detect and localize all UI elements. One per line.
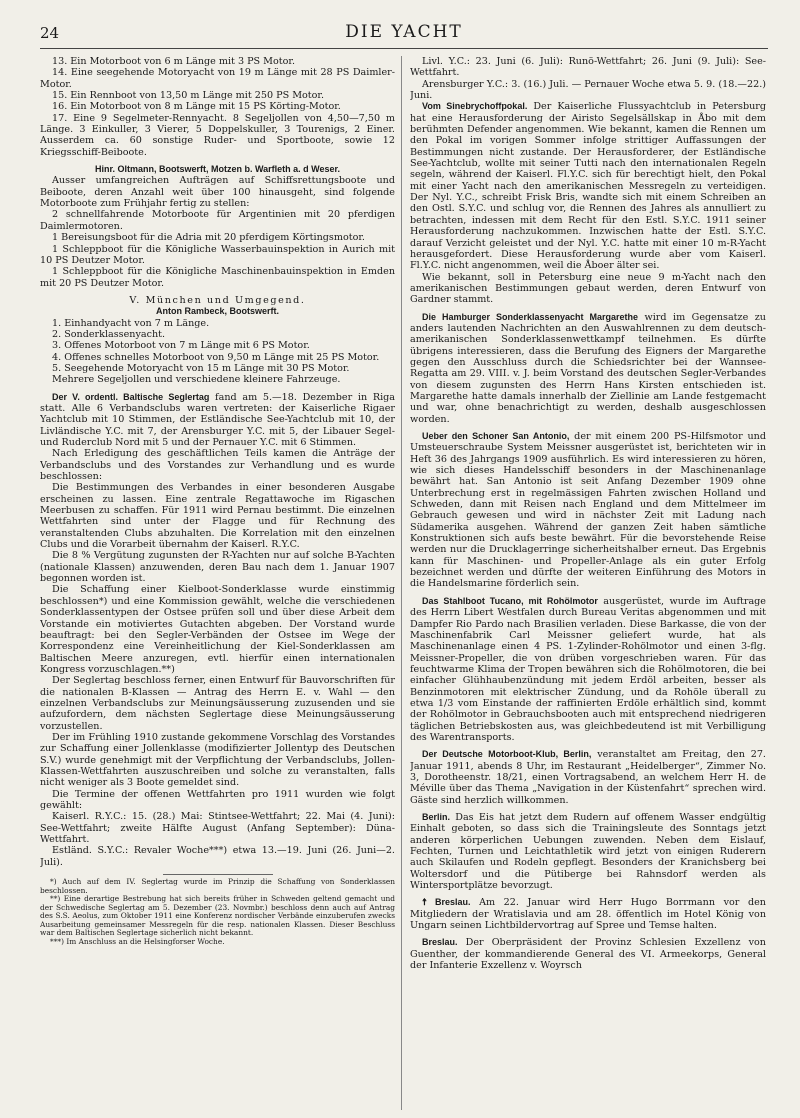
paragraph-heading: ☨ Breslau.: [422, 897, 471, 908]
paragraph-heading: Der Deutsche Motorboot-Klub, Berlin,: [422, 749, 592, 760]
paragraph: [40, 266, 395, 289]
paragraph-heading: Breslau.: [422, 937, 458, 948]
paragraph-text: 5. Seegehende Motoryacht von 15 m Länge mit 30 PS Motor.: [52, 362, 350, 374]
paragraph-text: 13. Ein Motorboot von 6 m Länge mit 3 PS Motor.: [52, 56, 295, 67]
paragraph: [40, 789, 395, 812]
paragraph-text: Die Bestimmungen des Verbandes in einer besonderen Ausgabe erscheinen zu lassen. Eine zentrale Regattawoche im Rigaschen Meerbusen zu schaffen. Für 1911 wird Pernau bestimmt. Die einzelnen Wettfahrten sind unter der Flagge und für Rechnung des veranstaltenden Clubs abzuhalten. Die Korrelation mit den einzelnen Clubs und die Vorarbeit übernahm der Kaiserl. R.Y.C.: [40, 482, 395, 551]
paragraph: [40, 67, 395, 90]
page-number: 24: [40, 24, 60, 42]
paragraph: [40, 811, 395, 845]
paragraph: [40, 584, 395, 675]
paragraph-text: 1. Einhandyacht von 7 m Länge.: [52, 317, 210, 329]
article-paragraph: [40, 164, 395, 175]
paragraph-text: fand am 5.—18. Dezember in Riga statt. Alle 6 Verbandsclubs waren vertreten: der Kaiserliche Rigaer Yachtclub mit 10 Stimmen, der Estländische See-Yachtclub mit 10, der Livländische Y.C. mit 7, der Arensburger Y.C. mit 5, der Libauer Segel- und Ruderclub Nord mit 5 und der Pernauer Y.C. mit 6 Stimmen.: [40, 391, 395, 448]
paragraph-text: *) Auch auf dem IV. Seglertag wurde im Prinzip die Schaffung von Sonderklassen beschlossen.: [40, 877, 395, 895]
paragraph: [40, 175, 395, 209]
paragraph-heading: Hinr. Oltmann, Bootswerft, Motzen b. Warfleth a. d Weser.: [94, 164, 341, 175]
paragraph: [40, 550, 395, 584]
paragraph-text: veranstaltet am Freitag, den 27. Januar 1911, abends 8 Uhr, im Restaurant „Heidelberger“, Zimmer No. 3, Dorotheenstr. 18/21, einen Vortragsabend, an welchem Herr H. de Méville über das Thema „Navigation in der Küstenfahrt“ sprechen wird. Gäste sind herzlich willkommen.: [410, 749, 766, 806]
paragraph: [40, 209, 395, 232]
footnote: [40, 938, 395, 947]
paragraph: [410, 272, 766, 306]
paragraph: [410, 56, 766, 79]
paragraph-text: **) Eine derartige Bestrebung hat sich bereits früher in Schweden geltend gemacht und der Schwedische Seglertag am 5. Dezember (23. Novmbr.) beschloss denn auch auf Antrag des S.S. Aeolus, zum Oktober 1911 eine Konferenz nordischer Verbände einzuberufen zwecks Ausarbeitung gemeinsamer Messregeln für die resp. nationalen Klassen. Dieser Beschluss war dem Baltischen Seglertage sicherlich nicht bekannt.: [40, 894, 395, 938]
footnote: [40, 895, 395, 938]
paragraph-heading: Ueber den Schoner San Antonio,: [422, 431, 570, 441]
paragraph-text: Arensburger Y.C.: 3. (16.) Juli. — Pernauer Woche etwa 5. 9. (18.—22.) Juni.: [410, 78, 766, 102]
article-columns: [40, 56, 768, 1110]
article-paragraph: [410, 312, 766, 425]
paragraph-heading: Der V. ordentl. Baltische Seglertag: [52, 391, 210, 402]
paragraph-text: Ausser umfangreichen Aufträgen auf Schiffsrettungsboote und Beiboote, deren Anzahl weit über 100 hinausgeht, sind folgende Motorboote zum Frühjahr fertig zu stellen:: [40, 175, 395, 210]
paragraph-text: Wie bekannt, soll in Petersburg eine neue 9 m-Yacht nach den amerikanischen Bestimmungen gebaut werden, deren Entwurf von Gardner stammt.: [410, 271, 766, 306]
paragraph-text: Der Seglertag beschloss ferner, einen Entwurf für Bauvorschriften für die nationalen B-Klassen — Antrag des Herrn E. v. Wahl — den einzelnen Verbandsclubs zur Meinungsäusserung zuzusenden und sie aufzufordern, dem nächsten Seglertage diese Meinungsäusserung vorzustellen.: [40, 675, 395, 732]
paragraph-text: wird im Gegensatze zu anders lautenden Nachrichten an den Auswahlrennen zu dem deutsch-amerikanischen Sonderklassenwettkampf teilnehmen. Es dürfte übrigens interessieren, dass die Berufung des Eigners der Margarethe gegen den Ausschluss durch die Schiedsrichter bei der Wannsee-Regatta am 29. VIII. v. J. beim Vorstand des deutschen Segler-Verbandes von diesem zugunsten des Herrn Hans Kirsten entschieden ist. Margarethe hatte damals innerhalb der Ziellinie am Lande festgemacht und war, ohne benachrichtigt zu werden, deshalb ausgeschlossen worden.: [410, 311, 766, 425]
paragraph-text: Der Kaiserliche Flussyachtclub in Petersburg hat eine Herausforderung der Airisto Segelsällskap in Åbo mit dem berühmten Defender angenommen. Wie bekannt, kamen die Rennen um den Pokal im vorigen Sommer infolge strittiger Auffassungen der Bestimmungen nicht zustande. Der Herausforderer, der Estländische See-Yachtclub, wollte mit seiner Tutti nach den internationalen Regeln segeln, während der Kaiserl. Fl.Y.C. sich für berechtigt hielt, den Pokal mit einer Yacht nach den amerikanischen Messregeln zu verteidigen. Der Nyl. Y.C., schreibt Frisk Bris, wandte sich mit einem Schreiben an den Ostl. S.Y.C. und schlug vor, die Rennen des Jahres als annulliert zu betrachten, indessen mit dem Recht für den Estl. S.Y.C. 1911 seiner Herausforderung nachzukommen. Inzwischen hatte der Estl. S.Y.C. darauf Verzicht geleistet und der Nyl. Y.C. hatte mit einer 10 m-R-Yacht herausgefordert. Diese Herausforderung wurde aber vom Kaiserl. Fl.Y.C. nicht angenommen, weil die Åboer älter sei.: [410, 101, 766, 272]
article-paragraph: [410, 897, 766, 931]
paragraph-text: 17. Eine 9 Segelmeter-Rennyacht. 8 Segeljollen von 4,50—7,50 m Länge. 3 Einkuller, 3 Vierer, 5 Doppelskuller, 3 Tourenigs, 2 Einer. Ausserdem ca. 60 sonstige Ruder- und Sportboote, sowie 12 Kriegsschiff-Beiboote.: [40, 112, 395, 158]
paragraph-text: 2. Sonderklassenyacht.: [52, 328, 166, 340]
paragraph-text: 1 Schleppboot für die Königliche Maschinenbauinspektion in Emden mit 20 PS Deutzer Motor.: [40, 266, 395, 289]
paragraph-text: Die Schaffung einer Kielboot-Sonderklasse wurde einstimmig beschlossen*) und eine Kommission gewählt, welche die verschiedenen Sonderklassentypen der Ostsee prüfen soll und über diese Arbeit dem Vorstande ein motiviertes Gutachten abgeben. Der Vorstand wurde beauftragt: bei den Segler-Verbänden der Ostsee im Wege der Korrespondenz eine Vereinheitlichung der Kiel-Sonderklassen am Baltischen Meere anzuregen, evtl. hierfür einen internationalen Kongress vorzuschlagen.**): [40, 584, 395, 675]
page: [40, 20, 768, 1110]
paragraph-text: 1 Bereisungsboot für die Adria mit 20 pferdigem Körtingsmotor.: [52, 232, 365, 244]
left-column: [40, 56, 402, 1110]
paragraph-text: Mehrere Segeljollen und verschiedene kleinere Fahrzeuge.: [52, 374, 341, 386]
paragraph: [40, 113, 395, 158]
footnote: [40, 878, 395, 895]
paragraph-text: Die 8 % Vergütung zugunsten der R-Yachten nur auf solche B-Yachten (nationale Klassen) anzuwenden, deren Bau nach dem 1. Januar 1907 begonnen worden ist.: [40, 550, 395, 585]
paragraph: [410, 79, 766, 102]
paragraph-text: Am 22. Januar wird Herr Hugo Borrmann vor den Mitgliedern der Wratislavia und am 28. öffentlich im Hotel König von Ungarn seinen Lichtbildervortrag auf Spree und Temse halten.: [410, 897, 766, 932]
paragraph-text: 1 Schleppboot für die Königliche Wasserbauinspektion in Aurich mit 10 PS Deutzer Motor.: [40, 243, 395, 266]
paragraph: [40, 482, 395, 550]
article-paragraph: [410, 431, 766, 590]
paragraph: [40, 329, 395, 340]
paragraph-heading: Das Stahlboot Tucano, mit Rohölmotor: [422, 595, 598, 606]
paragraph-text: 16. Ein Motorboot von 8 m Länge mit 15 PS Körting-Motor.: [52, 101, 341, 113]
paragraph-text: Kaiserl. R.Y.C.: 15. (28.) Mai: Stintsee-Wettfahrt; 22. Mai (4. Juni): See-Wettfahrt; zweite Hälfte August (Anfang September): Düna-Wettfahrt.: [40, 811, 395, 846]
paragraph-text: 2 schnellfahrende Motorboote für Argentinien mit 20 pferdigen Daimlermotoren.: [40, 209, 395, 232]
paragraph: [40, 363, 395, 374]
paragraph: [40, 318, 395, 329]
paragraph-text: ***) Im Anschluss an die Helsingforser Woche.: [50, 936, 225, 946]
paragraph: [40, 845, 395, 868]
paragraph: [40, 90, 395, 101]
paragraph-text: 3. Offenes Motorboot von 7 m Länge mit 6 PS Motor.: [52, 340, 310, 352]
article-paragraph: [410, 596, 766, 743]
paragraph: [40, 244, 395, 267]
paragraph: [40, 340, 395, 351]
paragraph-text: Das Eis hat jetzt dem Rudern auf offenem Wasser endgültig Einhalt geboten, so dass sich die Trainingsleute des Sonntags jetzt anderen körperlichen Uebungen zuwenden. Neben dem Eislauf, Fechten, Turnen und Leichtathletik wird jetzt von einigen Ruderern auch Skilaufen und Rodeln gepflegt. Besonders der Kranichsberg bei Woltersdorf und die Pütiberge bei Rahnsdorf werden als Wintersportplätze bevorzugt.: [410, 812, 766, 892]
section-title: V. München und Umgegend.: [129, 294, 306, 306]
paragraph: [40, 232, 395, 243]
paragraph-text: der mit einem 200 PS-Hilfsmotor und Umsteuerschraube System Meissner ausgerüstet ist, berichteten wir in Heft 36 des Jahrgangs 1909 ausführlich. Es wird interessieren zu hören, wie sich dieses Handelsschiff besonders in der Maschinenanlage bewährt hat. San Antonio ist seit Anfang Dezember 1909 ohne Unterbrechung erst in regelmässigen Fahrten zwischen Holland und Schweden, dann mit Reisen nach England und dem Mittelmeer im Gebrauch gewesen und wird in nächster Zeit mit Ladung nach Südamerika ausgehen. Während der ganzen Zeit haben sämtliche Konstruktionen sich aufs beste bewährt. Für die bevorstehende Reise werden nur die Drucklagerringe sicherheitshalber erneut. Das Ergebnis kann für Maschinen- und Propeller-Anlage als ein guter Erfolg bezeichnet werden und dürfte der weiteren Einführung des Motors in die Handelsmarine förderlich sein.: [410, 431, 766, 590]
paragraph-text: Nach Erledigung des geschäftlichen Teils kamen die Anträge der Verbandsclubs und des Vorstandes zur Verhandlung und es wurde beschlossen:: [40, 448, 395, 483]
paragraph-text: 4. Offenes schnelles Motorboot von 9,50 m Länge mit 25 PS Motor.: [52, 351, 380, 363]
article-paragraph: [40, 392, 395, 449]
paragraph-heading: Berlin.: [422, 812, 451, 822]
article-paragraph: [410, 812, 766, 891]
paragraph: [40, 374, 395, 385]
article-paragraph: [410, 749, 766, 806]
section-heading: [40, 295, 395, 306]
paragraph: [40, 732, 395, 789]
paragraph: [40, 352, 395, 363]
footnote-rule: [163, 874, 273, 875]
paragraph-text: 15. Ein Rennboot von 13,50 m Länge mit 250 PS Motor.: [52, 90, 325, 102]
paragraph-text: Der Oberpräsident der Provinz Schlesien Exzellenz von Guenther, der kommandierende General des VI. Armeekorps, General der Infanterie Exzellenz v. Woyrsch: [410, 937, 766, 972]
paragraph-text: 14. Eine seegehende Motoryacht von 19 m Länge mit 28 PS Daimler-Motor.: [40, 67, 395, 90]
paragraph: [40, 56, 395, 67]
article-paragraph: [410, 937, 766, 971]
paragraph: [40, 448, 395, 482]
paragraph-text: Die Termine der offenen Wettfahrten pro 1911 wurden wie folgt gewählt:: [40, 788, 395, 811]
right-column: [410, 56, 766, 1110]
paragraph-text: Livl. Y.C.: 23. Juni (6. Juli): Runö-Wettfahrt; 26. Juni (9. Juli): See-Wettfahrt.: [410, 56, 766, 79]
paragraph-heading: Vom Sinebrychoffpokal.: [422, 101, 528, 112]
paragraph-text: Estländ. S.Y.C.: Revaler Woche***) etwa 13.—19. Juni (26. Juni—2. Juli).: [40, 845, 395, 868]
paragraph: [40, 675, 395, 732]
paragraph-heading: Anton Rambeck, Bootswerft.: [155, 306, 279, 317]
article-paragraph: [410, 101, 766, 271]
paragraph-heading: Die Hamburger Sonderklassenyacht Margarethe: [422, 311, 638, 322]
running-title: DIE YACHT: [345, 22, 463, 42]
paragraph-text: Der im Frühling 1910 zustande gekommene Vorschlag des Vorstandes zur Schaffung einer Jollenklasse (modifizierter Jollentyp des Deutschen S.V.) wurde genehmigt mit der Verpflichtung der Verbandsclubs, Jollen-Klassen-Wettfahrten auszuschreiben und solche zu veranstalten, falls nicht weniger als 3 Boote gemeldet sind.: [40, 731, 395, 789]
article-paragraph: [40, 306, 395, 317]
paragraph-text: ausgerüstet, wurde im Auftrage des Herrn Libert Westfalen durch Bureau Veritas abgenommen und mit Dampfer Rio Pardo nach Brasilien verladen. Diese Barkasse, die von der Maschinenfabrik Carl Meissner geliefert wurde, hat als Maschinenanlage einen 4 PS. 1-Zylinder-Rohölmotor und einen 3-flg. Meissner-Propeller, die von drüben vorgeschrieben waren. Für das feuchtwarme Klima der Tropen bewähren sich die Rohölmotoren, die bei einfacher Glühhaubenzündung mit jedem Erdöl arbeiten, besser als Benzinmotoren mit elektrischer Zündung, und da Rohöle überall zu etwa 1/3 vom Einstande der raffinierten Erdöle erhältlich sind, kommt der Rohölmotor in Gebrauchsbooten auch mit entsprechend niedrigeren täglichen Betriebskosten aus, was gleichbedeutend ist mit Verbilligung des Warentransports.: [410, 595, 766, 743]
running-header: [40, 20, 768, 49]
paragraph: [40, 101, 395, 112]
